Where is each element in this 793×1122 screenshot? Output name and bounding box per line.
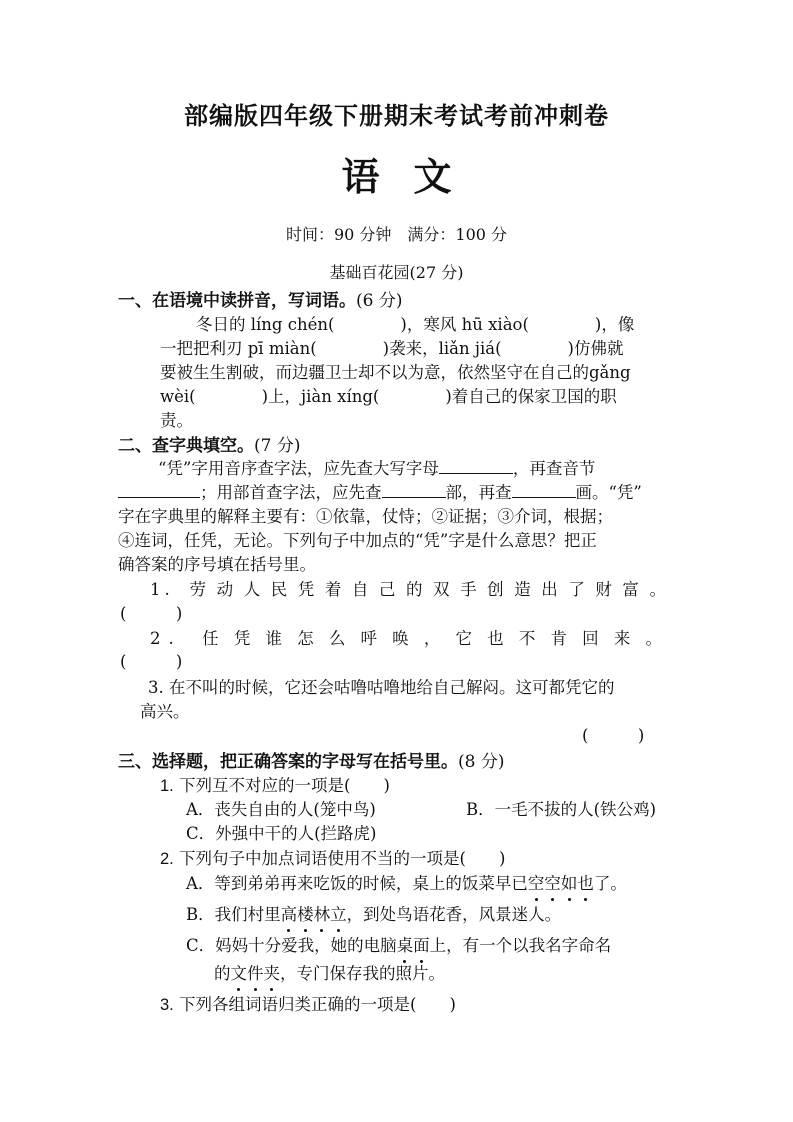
emphasis-dot-char: 楼 bbox=[297, 901, 314, 925]
option-c-text-pre: C．妈妈十分爱我，她的电脑 bbox=[186, 936, 397, 955]
q2-heading-text: 二、查字典填空。 bbox=[118, 436, 254, 456]
answer-blank-radical[interactable] bbox=[382, 483, 446, 498]
q3-sub1-text: 下列互不对应的一项是( ) bbox=[179, 776, 390, 795]
q2-line-2-text-c: 画。“凭” bbox=[575, 483, 642, 502]
q2-item-1-answer[interactable]: ( ) bbox=[120, 604, 183, 623]
q3-sub1-option-c[interactable]: C．外强中干的人(拦路虎) bbox=[186, 824, 377, 843]
q3-sub1-stem bbox=[160, 772, 390, 796]
q2-heading bbox=[118, 431, 300, 456]
q1-line-5: 责。 bbox=[160, 411, 193, 430]
answer-blank-syllable[interactable] bbox=[118, 483, 200, 498]
q2-line-2-text-b: 部，再查 bbox=[445, 483, 512, 502]
q3-sub3-text: 下列各组词语归类正确的一项是( ) bbox=[179, 995, 456, 1014]
emphasis-dot-char: 林 bbox=[314, 901, 331, 925]
option-c-text-post: 上，有一个以我名字命名 bbox=[429, 936, 612, 955]
answer-blank-strokes[interactable] bbox=[512, 483, 576, 498]
q3-sub2-option-c-cont bbox=[214, 960, 445, 984]
option-b-text-post: ，到处鸟语花香，风景迷人。 bbox=[346, 905, 562, 924]
q2-line-2 bbox=[118, 479, 642, 503]
q2-points: (7 分) bbox=[254, 436, 301, 456]
q2-item-3: 3. 在不叫的时候，它还会咕噜咕噜地给自己解闷。这可都凭它的 bbox=[148, 678, 615, 697]
q2-line-1-text-a: “凭”字用音序查字法，应先查大写字母 bbox=[158, 459, 439, 478]
q3-sub2-text: 下列句子中加点词语使用不当的一项是( ) bbox=[179, 849, 506, 868]
option-a-dotted-word bbox=[528, 874, 594, 893]
q2-line-1 bbox=[158, 455, 595, 479]
q3-sub1-option-b[interactable]: B．一毛不拔的人(铁公鸡) bbox=[466, 800, 656, 819]
q1-line-2: 一把把利刃 pī miàn( )袭来，liǎn jiá( )仿佛就 bbox=[160, 339, 624, 358]
option-b-text-pre: B．我们村里 bbox=[186, 905, 281, 924]
q2-line-1-text-b: ，再查音节 bbox=[512, 459, 596, 478]
time-and-score: 时间：90 分钟 满分：100 分 bbox=[285, 225, 508, 244]
subject-title: 语文 bbox=[341, 154, 486, 199]
emphasis-dot-char: 空 bbox=[544, 870, 561, 894]
q3-sub3-num: 3. bbox=[160, 996, 174, 1014]
section-title: 基础百花园(27 分) bbox=[329, 263, 464, 282]
option-c-dotted-word bbox=[397, 936, 430, 955]
q2-item-3-cont: 高兴。 bbox=[140, 702, 190, 721]
q2-item-1: 1. 劳动人民凭着自己的双手创造出了财富。 bbox=[150, 580, 670, 599]
option-a-text-pre: A．等到弟弟再来吃饭的时候，桌上的饭菜早已 bbox=[186, 874, 528, 893]
q2-item-2: 2. 任凭谁怎么呼唤，它也不肯回来。 bbox=[150, 629, 670, 648]
q1-line-1: 冬日的 líng chén( )，寒风 hū xiào( )，像 bbox=[196, 315, 635, 334]
option-c2-text-pre: 的 bbox=[214, 964, 231, 983]
q2-item-3-answer[interactable]: ( ) bbox=[582, 726, 645, 745]
answer-blank-letter[interactable] bbox=[439, 459, 513, 474]
emphasis-dot-char: 件 bbox=[247, 960, 264, 984]
q1-line-3: 要被生生割破，而边疆卫士却不以为意，依然坚守在自己的gǎng bbox=[160, 363, 631, 382]
option-b-dotted-word bbox=[281, 905, 347, 924]
q3-points: (8 分) bbox=[458, 752, 505, 772]
q3-heading bbox=[118, 747, 504, 772]
q3-sub2-option-c[interactable] bbox=[186, 932, 611, 956]
emphasis-dot-char: 如 bbox=[561, 870, 578, 894]
emphasis-dot-char: 夹 bbox=[264, 960, 281, 984]
q3-sub1-num: 1. bbox=[160, 777, 174, 795]
q2-line-3: 字在字典里的解释主要有：①依靠，仗恃；②证据；③介词，根据； bbox=[118, 507, 613, 526]
q2-line-5: 确答案的序号填在括号里。 bbox=[118, 555, 316, 574]
q3-sub2-num: 2. bbox=[160, 850, 174, 868]
q3-sub2-stem bbox=[160, 845, 505, 869]
q1-heading bbox=[118, 286, 402, 311]
emphasis-dot-char: 立 bbox=[330, 901, 347, 925]
q2-line-2-text-a: ；用部首查字法，应先查 bbox=[200, 483, 382, 502]
q3-heading-text: 三、选择题，把正确答案的字母写在括号里。 bbox=[118, 752, 458, 772]
q3-sub1-option-a[interactable]: A．丧失自由的人(笼中鸟) bbox=[186, 800, 376, 819]
q3-sub2-option-b[interactable] bbox=[186, 901, 561, 925]
option-a-text-post: 了。 bbox=[593, 874, 627, 893]
q3-sub2-option-a[interactable] bbox=[186, 870, 627, 894]
q3-sub3-stem bbox=[160, 991, 456, 1015]
exam-title: 部编版四年级下册期末考试考前冲刺卷 bbox=[184, 101, 609, 130]
emphasis-dot-char: 桌 bbox=[397, 932, 414, 956]
emphasis-dot-char: 也 bbox=[577, 870, 594, 894]
emphasis-dot-char: 高 bbox=[281, 901, 298, 925]
emphasis-dot-char: 空 bbox=[528, 870, 545, 894]
q2-item-2-answer[interactable]: ( ) bbox=[120, 652, 183, 671]
q1-points: (6 分) bbox=[356, 291, 403, 311]
q1-line-4: wèi( )上，jiàn xíng( )着自己的保家卫国的职 bbox=[160, 387, 617, 406]
option-c2-dotted-word bbox=[231, 964, 281, 983]
q2-line-4: ④连词，任凭，无论。下列句子中加点的“凭”字是什么意思？把正 bbox=[118, 531, 597, 550]
emphasis-dot-char: 文 bbox=[231, 960, 248, 984]
emphasis-dot-char: 面 bbox=[413, 932, 430, 956]
option-c2-text-post: ，专门保存我的照片。 bbox=[280, 964, 445, 983]
q1-heading-text: 一、在语境中读拼音，写词语。 bbox=[118, 291, 356, 311]
